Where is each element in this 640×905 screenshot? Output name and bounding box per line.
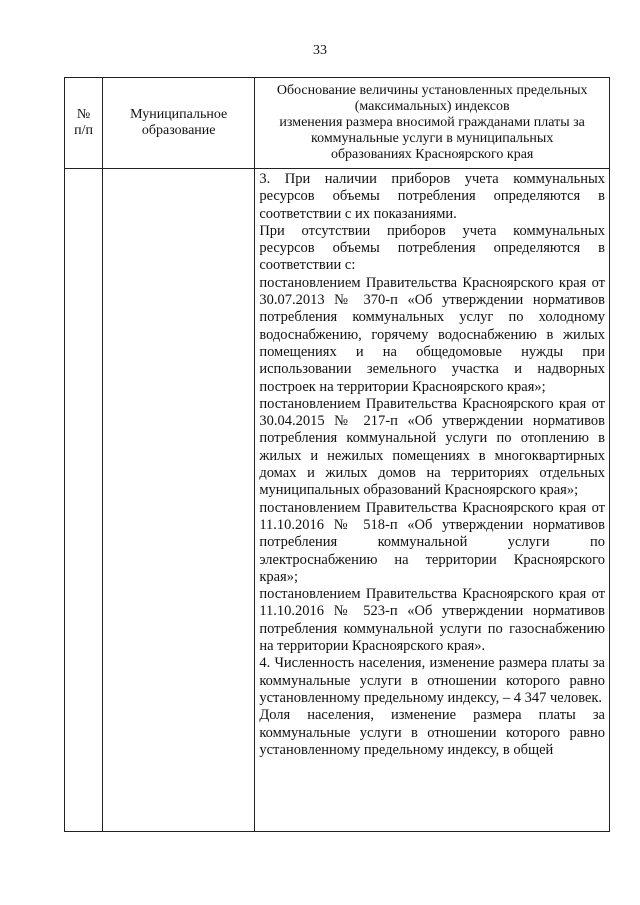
page-number: 33 [313, 43, 327, 58]
paragraph-resolution-217p: постановлением Правительства Красноярского края от 30.04.2015 № 217-п «Об утверждении нормативов потребления коммунальной услуги по отоплению в жилых и нежилых помещениях в многоквартирных домах и жилых домов на территориях отдельных муниципальных образований Красноярского края»; [259, 395, 605, 499]
header-number-line: п/п [74, 123, 93, 138]
header-justification-line: изменения размера вносимой гражданами платы за [279, 115, 585, 130]
header-number [65, 78, 103, 169]
paragraph-no-metering: При отсутствии приборов учета коммунальных ресурсов объемы потребления определяются в соответствии с: [259, 222, 605, 274]
header-municipality [103, 78, 255, 169]
header-municipality-line: Муниципальное [130, 107, 228, 122]
paragraph-population-share: Доля населения, изменение размера платы за коммунальные услуги в отношении которого равно установленному предельному индексу, в общей [259, 707, 605, 758]
paragraph-resolution-523p: постановлением Правительства Красноярского края от 11.10.2016 № 523-п «Об утверждении нормативов потребления коммунальной услуги по газоснабжению на территории Красноярского края». [259, 586, 605, 655]
header-number-line: № [76, 107, 91, 122]
header-municipality-line: образование [141, 123, 216, 138]
cell-number [65, 169, 103, 832]
paragraph-population-count: 4. Численность населения, изменение размера платы за коммунальные услуги в отношении которого равно установленному предельному индексу, – 4 347 человек. [259, 655, 605, 706]
paragraph-resolution-518p: постановлением Правительства Красноярского края от 11.10.2016 № 518-п «Об утверждении нормативов потребления коммунальной услуги по электроснабжению на территории Красноярского края»; [259, 499, 605, 585]
paragraph-resolution-370p: постановлением Правительства Красноярского края от 30.07.2013 № 370-п «Об утверждении нормативов потребления коммунальных услуг по холодному водоснабжению, горячему водоснабжению в жилых помещениях и на общедомовые нужды при использовании земельного участка и надворных построек на территории Красноярского края»; [259, 274, 605, 395]
header-justification-line: образованиях Красноярского края [330, 147, 534, 162]
header-justification-line: (максимальных) индексов [354, 99, 510, 114]
justification-table [64, 77, 610, 832]
cell-justification [255, 169, 610, 832]
table-header-row [65, 78, 610, 169]
header-justification-line: коммунальные услуги в муниципальных [311, 131, 554, 146]
cell-municipality [103, 169, 255, 832]
paragraph-metering-devices: 3. При наличии приборов учета коммунальных ресурсов объемы потребления определяются в соответствии с их показаниями. [259, 171, 605, 222]
header-justification-line: Обоснование величины установленных предельных [276, 83, 588, 98]
header-justification [255, 78, 610, 169]
table-body-row [65, 169, 610, 832]
